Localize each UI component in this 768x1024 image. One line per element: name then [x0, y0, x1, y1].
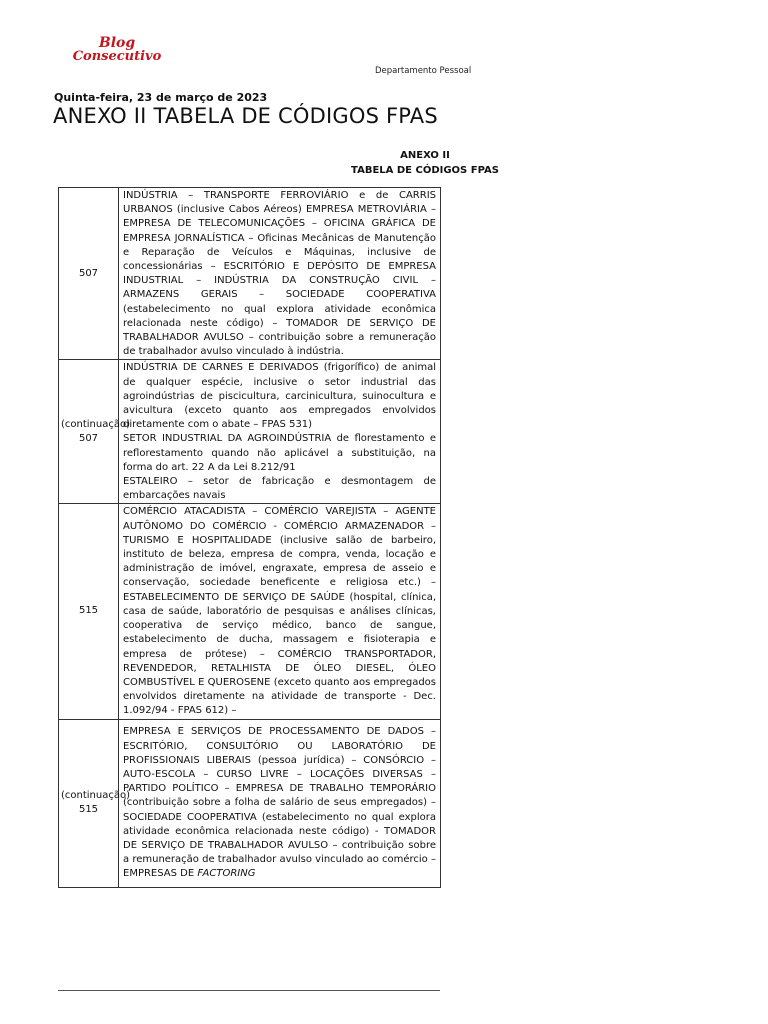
description-paragraph: SETOR INDUSTRIAL DA AGROINDÚSTRIA de florestamento e reflorestamento quando não aplicável a substituição, na forma do art. 22 A da Lei 8.212/91 [123, 433, 436, 473]
annex-heading-line1: ANEXO II [400, 150, 450, 161]
description-paragraph: ESTALEIRO – setor de fabricação e desmontagem de embarcações navais [123, 476, 436, 502]
fpas-code-cell: (continuação) 507 [59, 360, 119, 504]
department-label: Departamento Pessoal [375, 66, 472, 76]
fpas-description-cell [119, 188, 441, 360]
fpas-code-cell: 507 [59, 188, 119, 360]
fpas-description-cell [119, 360, 441, 504]
table-row [59, 719, 441, 887]
description-paragraph: COMÉRCIO ATACADISTA – COMÉRCIO VAREJISTA – AGENTE AUTÔNOMO DO COMÉRCIO - COMÉRCIO ARMAZENADOR – TURISMO E HOSPITALIDADE (inclusive salão de barbeiro, instituto de beleza, empresa de compra, venda, locação e administração de imóvel, engraxate, empresa de asseio e conservação, sociedade beneficente e religiosa etc.) – ESTABELECIMENTO DE SERVIÇO DE SAÚDE (hospital, clínica, casa de saúde, laboratório de pesquisas e análises clínicas, cooperativa de serviço médico, banco de sangue, estabelecimento de ducha, massagem e fisioterapia e empresa de prótese) – COMÉRCIO TRANSPORTADOR, REVENDEDOR, RETALHISTA DE ÓLEO DIESEL, ÓLEO COMBUSTÍVEL E QUEROSENE (exceto quanto aos empregados envolvidos diretamente na atividade de transporte - Dec. 1.092/94 - FPAS 612) – [123, 506, 436, 717]
fpas-code-cell: (continuação) 515 [59, 719, 119, 887]
table-row [59, 360, 441, 504]
annex-heading [340, 148, 510, 178]
description-paragraph: INDÚSTRIA DE CARNES E DERIVADOS (frigorífico) de animal de qualquer espécie, inclusive o setor industrial das agroindústrias de piscicultura, carcinicultura, suinocultura e avicultura (exceto quanto aos empregados envolvidos diretamente com o abate – FPAS 531) [123, 362, 436, 431]
footer-divider [58, 990, 440, 991]
table-row [59, 188, 441, 360]
fpas-description-cell [119, 719, 441, 887]
description-paragraph: EMPRESA E SERVIÇOS DE PROCESSAMENTO DE DADOS – ESCRITÓRIO, CONSULTÓRIO OU LABORATÓRIO DE PROFISSIONAIS LIBERAIS (pessoa jurídica) – CONSÓRCIO – AUTO-ESCOLA – CURSO LIVRE – LOCAÇÕES DIVERSAS – PARTIDO POLÍTICO – EMPRESA DE TRABALHO TEMPORÁRIO (contribuição sobre a folha de salário de seus empregados) – SOCIEDADE COOPERATIVA (estabelecimento no qual explora atividade econômica relacionada neste código) - TOMADOR DE SERVIÇO DE TRABALHADOR AVULSO – contribuição sobre a remuneração de trabalhador avulso vinculado ao comércio – EMPRESAS DE FACTORING [123, 726, 436, 880]
fpas-description-cell [119, 504, 441, 719]
blog-logo[interactable] [62, 36, 172, 64]
logo-line-consecutivo: Consecutivo [72, 49, 162, 64]
page-title: ANEXO II TABELA DE CÓDIGOS FPAS [53, 104, 438, 128]
post-date: Quinta-feira, 23 de março de 2023 [54, 91, 268, 104]
factoring-emphasis: FACTORING [197, 868, 256, 880]
table-row [59, 504, 441, 719]
description-paragraph: INDÚSTRIA – TRANSPORTE FERROVIÁRIO e de CARRIS URBANOS (inclusive Cabos Aéreos) EMPRESA METROVIÁRIA – EMPRESA DE TELECOMUNICAÇÕES – OFICINA GRÁFICA DE EMPRESA JORNALÍSTICA – Oficinas Mecânicas de Manutenção e Reparação de Veículos e Máquinas, inclusive de concessionárias – ESCRITÓRIO E DEPÓSITO DE EMPRESA INDUSTRIAL – INDÚSTRIA DA CONSTRUÇÃO CIVIL – ARMAZENS GERAIS – SOCIEDADE COOPERATIVA (estabelecimento no qual explora atividade econômica relacionada neste código) – TOMADOR DE SERVIÇO DE TRABALHADOR AVULSO – contribuição sobre a remuneração de trabalhador avulso vinculado à indústria. [123, 190, 436, 358]
fpas-code-cell: 515 [59, 504, 119, 719]
fpas-codes-table [58, 187, 441, 888]
annex-heading-line2: TABELA DE CÓDIGOS FPAS [351, 165, 499, 176]
logo-line-blog: Blog [98, 35, 136, 51]
